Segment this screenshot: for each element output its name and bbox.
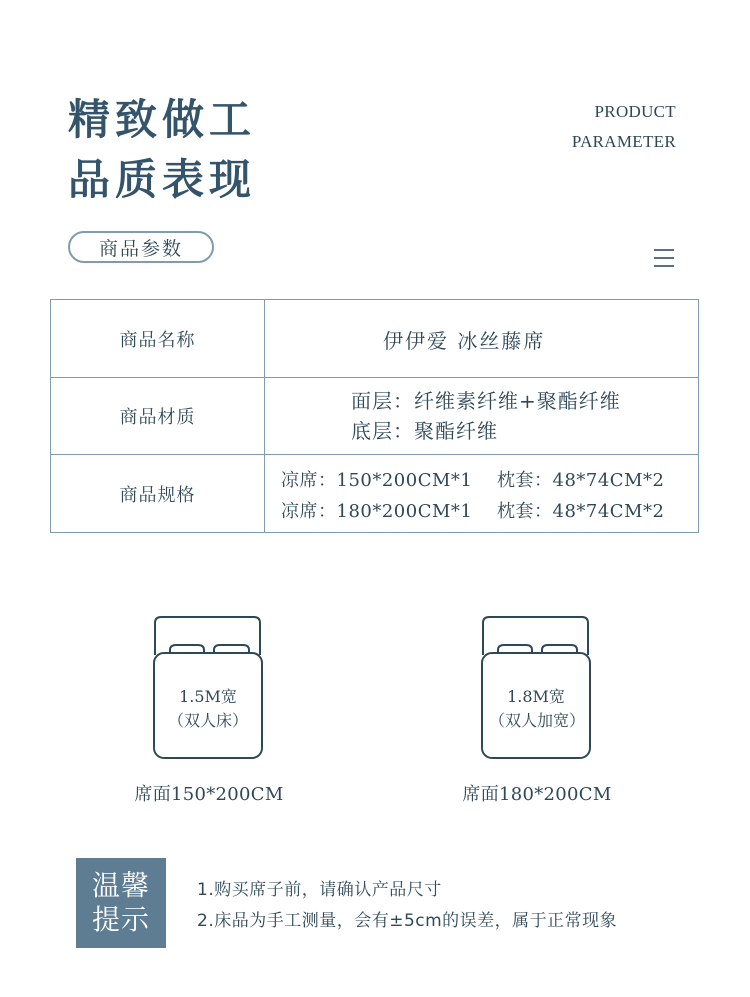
- bed-type-1-8m: （双人加宽）: [489, 711, 586, 730]
- menu-icon[interactable]: [654, 249, 674, 267]
- menu-icon-bar-3: [654, 265, 674, 267]
- bed-type-1-5m: （双人床）: [167, 711, 248, 730]
- table-label-product-material: 商品材质: [51, 378, 265, 454]
- page-title-line-2: 品质表现: [68, 155, 257, 204]
- section-label-pill: 商品参数: [68, 231, 214, 263]
- page-title-line-1: 精致做工: [68, 95, 257, 144]
- bed-size-label-1-5m: [161, 685, 255, 733]
- table-value-product-name: [265, 300, 698, 377]
- bed-caption-150: 席面150*200CM: [134, 784, 284, 805]
- bed-size-card-1-8m: [478, 615, 598, 765]
- table-label-product-name: 商品名称: [51, 300, 265, 377]
- table-value-product-spec: [265, 455, 698, 532]
- spec-pillowcase-size-2: 枕套：48*74CM*2: [497, 501, 665, 522]
- notice-title-line-2: 提示: [91, 903, 150, 936]
- material-line-top-layer: 面层：纤维素纤维+聚酯纤维: [351, 389, 621, 413]
- table-value-product-material: [265, 378, 698, 454]
- spec-line-2: [281, 496, 664, 527]
- notice-item-1: 1.购买席子前，请确认产品尺寸: [197, 880, 442, 900]
- spec-mat-size-2: 凉席：180*200CM*1: [281, 501, 473, 522]
- table-row-product-spec: [51, 455, 698, 532]
- material-lines: [351, 386, 621, 446]
- bed-width-1-5m: 1.5M宽: [179, 687, 237, 706]
- material-line-bottom-layer: 底层：聚酯纤维: [351, 419, 498, 443]
- english-section-title: [572, 97, 676, 157]
- spec-pillowcase-size-1: 枕套：48*74CM*2: [497, 470, 665, 491]
- notice-title-line-1: 温馨: [91, 869, 150, 902]
- notice-title: [92, 869, 150, 937]
- english-title-line-1: PRODUCT: [594, 102, 676, 121]
- spec-line-1: [281, 465, 664, 496]
- page-title-block: [68, 90, 328, 210]
- menu-icon-bar-2: [654, 257, 674, 259]
- bed-size-card-1-5m: [150, 615, 270, 765]
- spec-lines: [281, 465, 664, 527]
- product-name-value: 伊伊爱 冰丝藤席: [383, 329, 546, 353]
- spec-mat-size-1: 凉席：150*200CM*1: [281, 470, 473, 491]
- english-title-line-2: PARAMETER: [571, 132, 676, 151]
- menu-icon-bar-1: [654, 249, 674, 251]
- table-label-product-spec: 商品规格: [51, 455, 265, 532]
- bed-width-1-8m: 1.8M宽: [507, 687, 565, 706]
- product-parameter-table: [50, 299, 699, 533]
- table-row-product-material: [51, 378, 698, 455]
- notice-item-2: 2.床品为手工测量，会有±5cm的误差，属于正常现象: [197, 911, 618, 931]
- bed-size-label-1-8m: [489, 685, 586, 733]
- bed-caption-180: 席面180*200CM: [462, 784, 612, 805]
- notice-title-box: [76, 858, 166, 948]
- notice-list: [197, 875, 617, 937]
- table-row-product-name: [51, 300, 698, 378]
